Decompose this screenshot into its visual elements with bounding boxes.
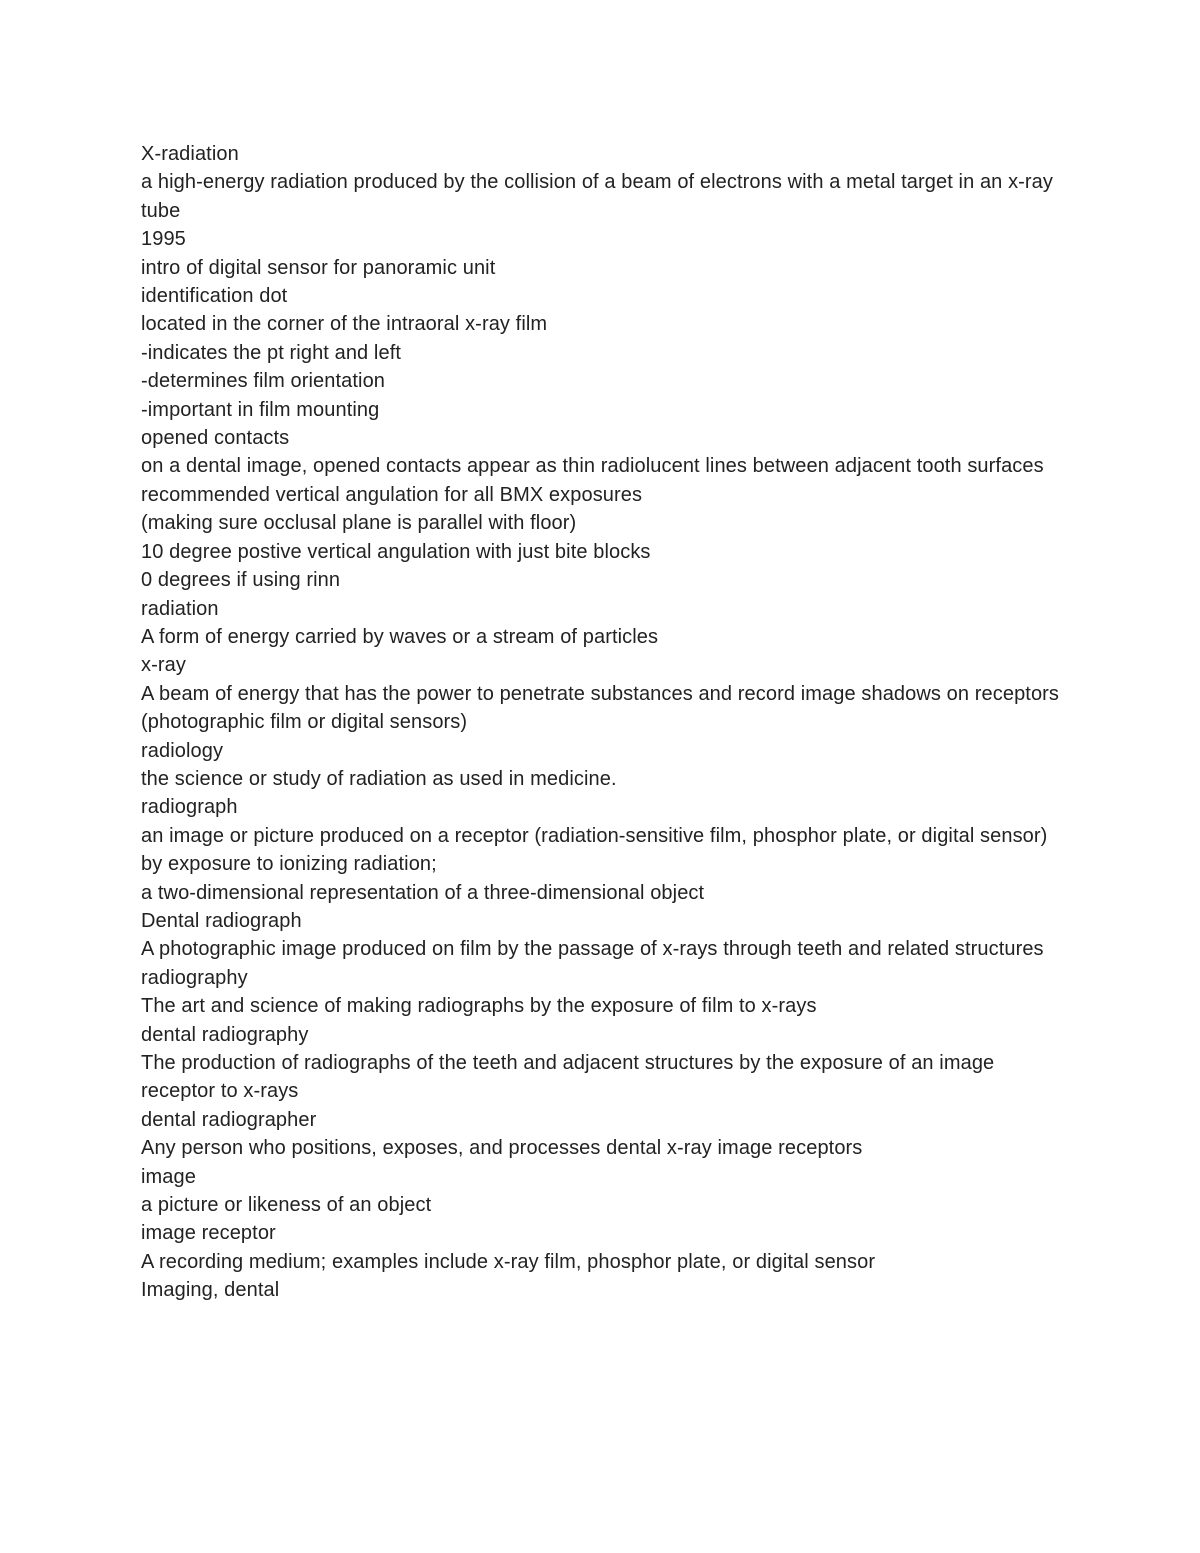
term-line: x-ray xyxy=(141,654,186,677)
definition-line: on a dental image, opened contacts appear as thin radiolucent lines between adjacent tooth surfaces xyxy=(141,455,1044,478)
definition-line: located in the corner of the intraoral x-ray film xyxy=(141,313,548,336)
term-line: opened contacts xyxy=(141,427,290,450)
definition-line: A beam of energy that has the power to penetrate substances and record image shadows on receptors (photographic film or digital sensors) xyxy=(141,682,1060,734)
definition-line: The production of radiographs of the teeth and adjacent structures by the exposure of an image receptor to x-rays xyxy=(141,1052,995,1103)
term-line: identification dot xyxy=(141,285,288,308)
term-line: 1995 xyxy=(141,228,186,251)
term-line: radiograph xyxy=(141,796,238,819)
term-line: Dental radiograph xyxy=(141,909,302,932)
definition-line: intro of digital sensor for panoramic unit xyxy=(141,256,496,279)
definition-line: -indicates the pt right and left xyxy=(141,341,402,364)
definition-line: a picture or likeness of an object xyxy=(141,1194,432,1217)
document-body xyxy=(141,140,1071,1305)
definition-line: 0 degrees if using rinn xyxy=(141,569,341,592)
term-line: X-radiation xyxy=(141,143,239,165)
definition-line: -important in film mounting xyxy=(141,398,380,421)
term-line: image receptor xyxy=(141,1222,276,1245)
term-line: dental radiography xyxy=(141,1023,309,1046)
definition-line: A photographic image produced on film by the passage of x-rays through teeth and related structures xyxy=(141,938,1044,961)
term-line: radiography xyxy=(141,966,248,989)
term-line: (making sure occlusal plane is parallel with floor) xyxy=(141,512,577,535)
definition-line: -determines film orientation xyxy=(141,370,386,393)
definition-line: a two-dimensional representation of a three-dimensional object xyxy=(141,881,705,904)
definition-line: The art and science of making radiographs by the exposure of film to x-rays xyxy=(141,995,817,1018)
definition-line: A recording medium; examples include x-ray film, phosphor plate, or digital sensor xyxy=(141,1250,876,1273)
definition-line: 10 degree postive vertical angulation with just bite blocks xyxy=(141,540,651,563)
definition-line: an image or picture produced on a receptor (radiation-sensitive film, phosphor plate, or digital sensor) by exposure to ionizing radiation; xyxy=(141,824,1048,876)
definition-line: the science or study of radiation as used in medicine. xyxy=(141,767,617,790)
definition-line: A form of energy carried by waves or a stream of particles xyxy=(141,625,659,648)
term-line: radiology xyxy=(141,739,224,762)
term-line: radiation xyxy=(141,597,219,620)
term-line: dental radiographer xyxy=(141,1108,317,1131)
term-line: image xyxy=(141,1165,196,1188)
term-line: recommended vertical angulation for all BMX exposures xyxy=(141,483,643,506)
term-line: Imaging, dental xyxy=(141,1279,280,1302)
definition-line: Any person who positions, exposes, and processes dental x-ray image receptors xyxy=(141,1137,863,1160)
definition-line: a high-energy radiation produced by the collision of a beam of electrons with a metal target in an x-ray tube xyxy=(141,171,1054,222)
